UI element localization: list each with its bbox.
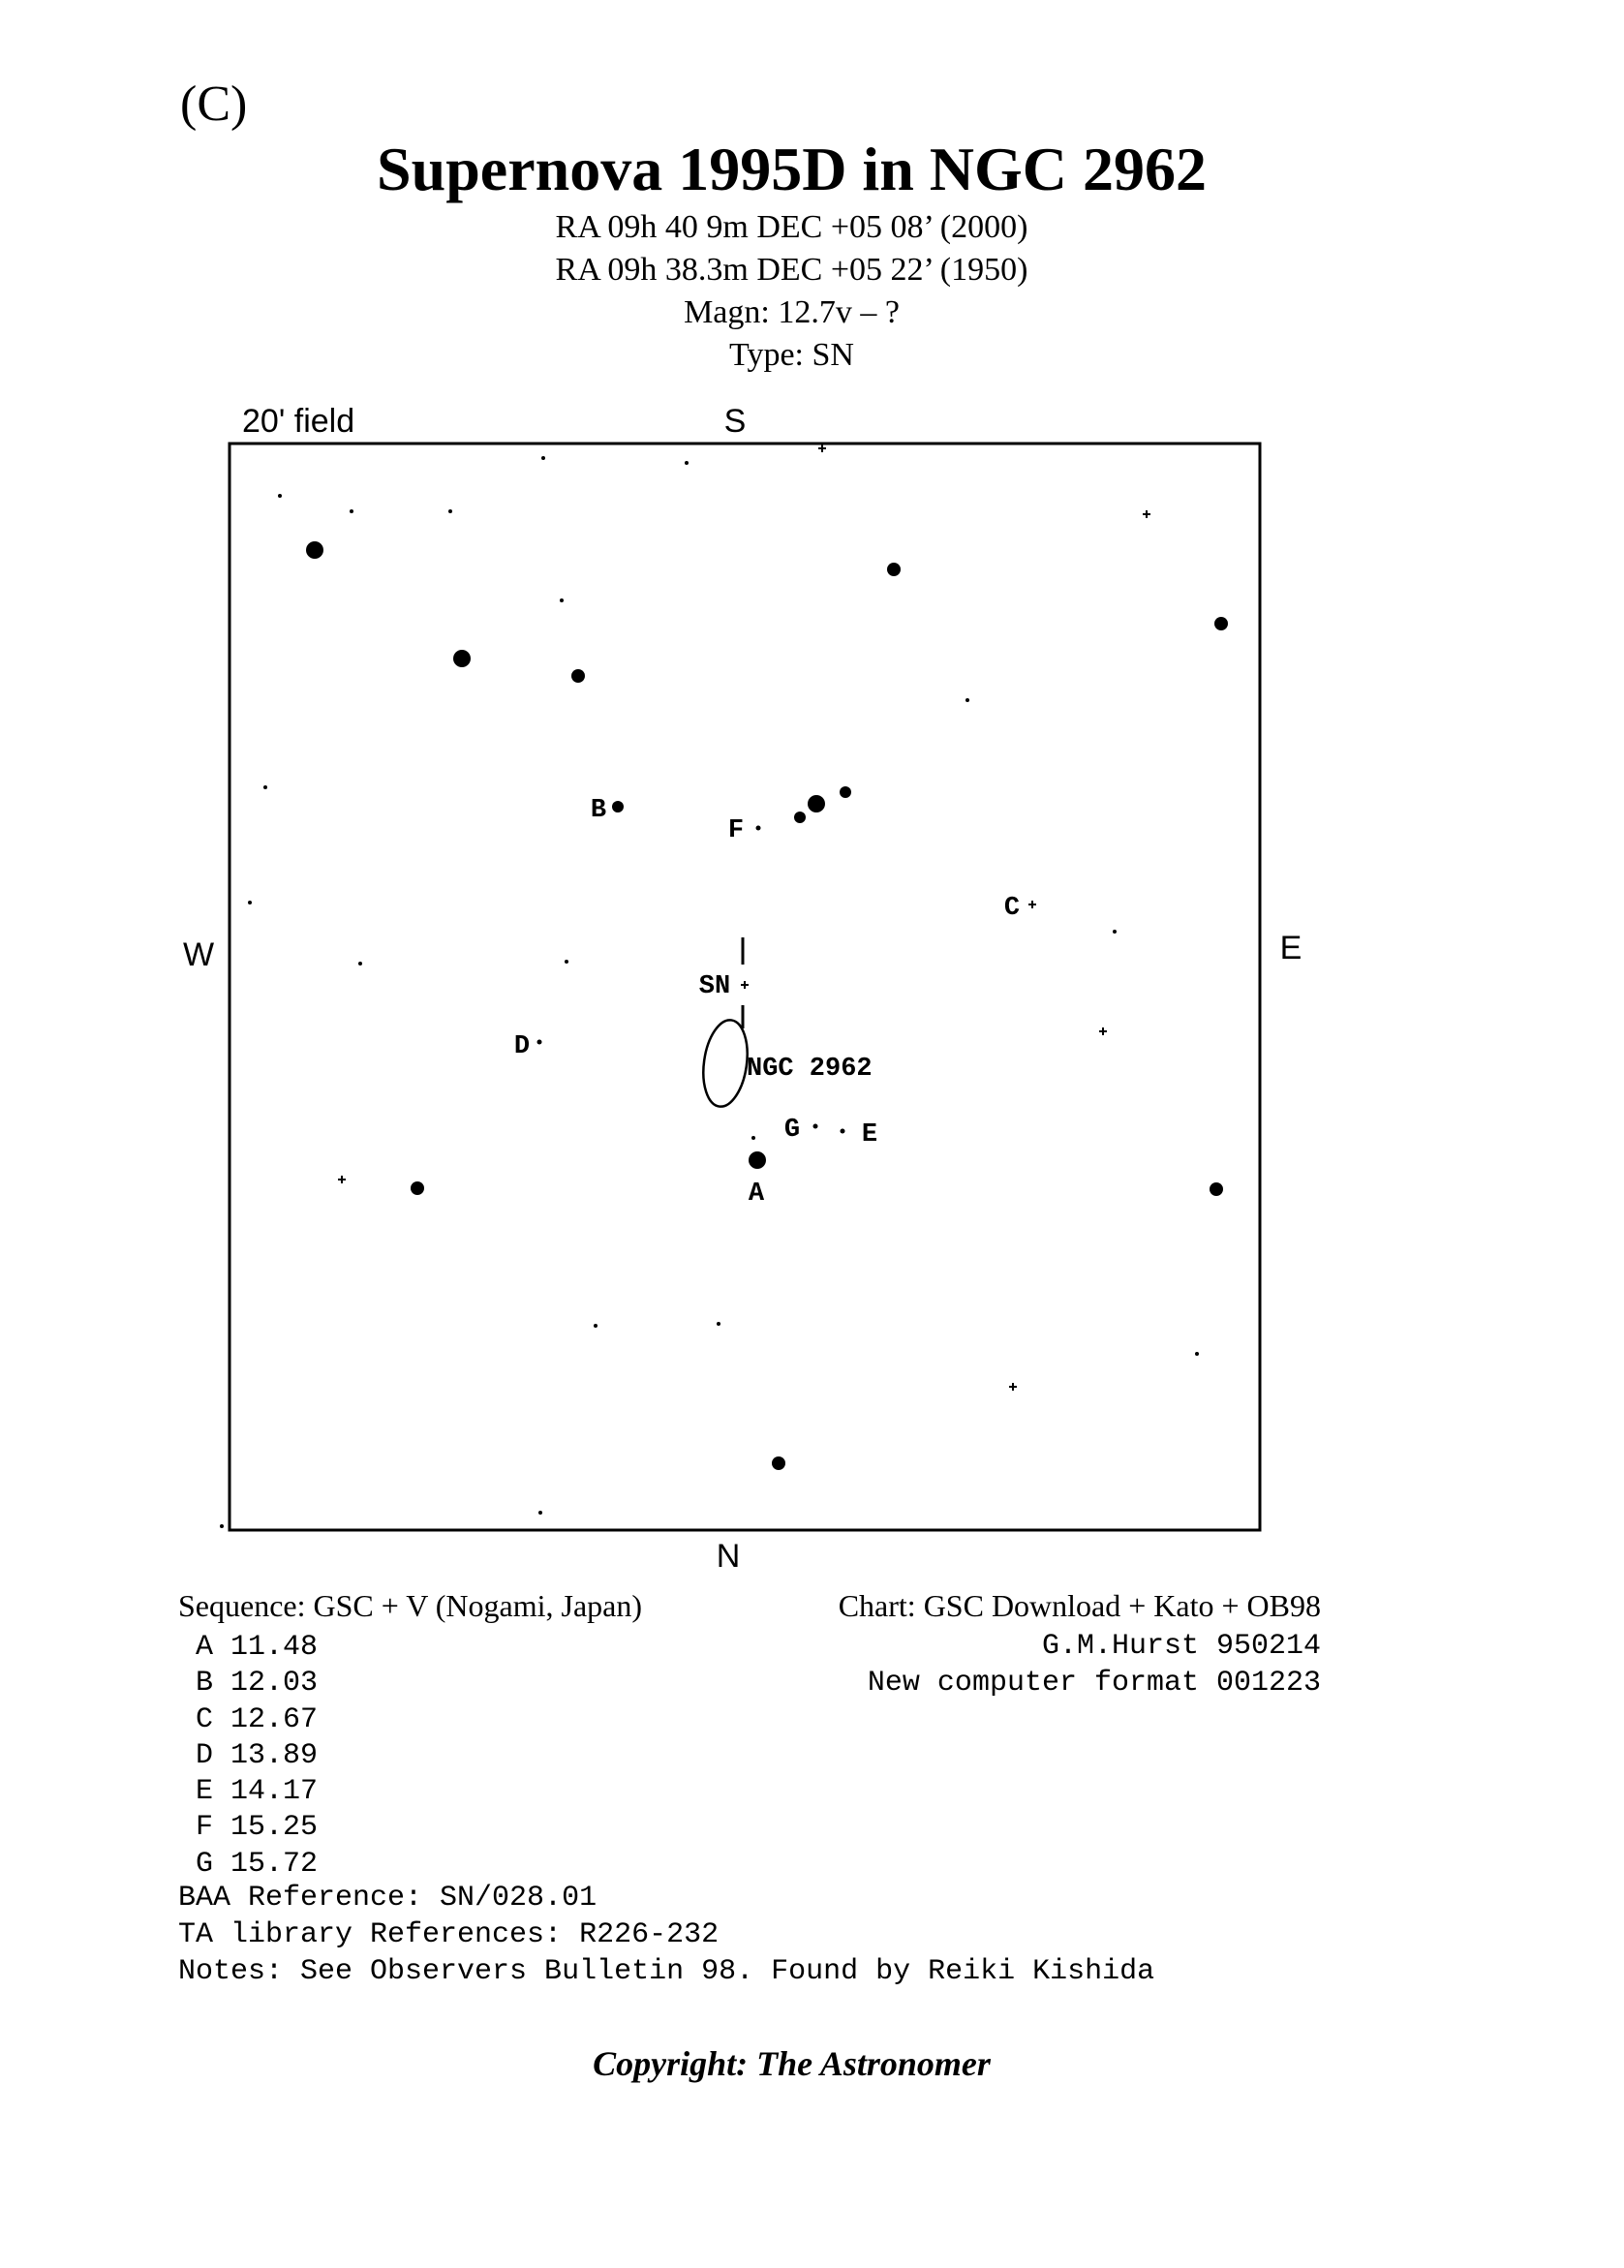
- magnitude-line: Magn: 12.7v – ?: [684, 294, 900, 330]
- star-f: [756, 826, 761, 831]
- sequence-star-label: G: [196, 1847, 214, 1881]
- direction-west: W: [182, 936, 215, 973]
- star: [794, 812, 806, 823]
- star: [541, 456, 545, 460]
- star: [1143, 510, 1150, 518]
- star: [453, 650, 471, 667]
- star: [685, 461, 689, 465]
- coordinates-1950: RA 09h 38.3m DEC +05 22’ (1950): [555, 252, 1028, 288]
- sequence-star-magnitude: 14.17: [230, 1775, 319, 1809]
- sequence-star-label: D: [196, 1738, 214, 1772]
- chart-source: Chart: GSC Download + Kato + OB98: [838, 1588, 1321, 1623]
- star-c: [1028, 901, 1036, 908]
- galaxy-outline: [698, 1017, 752, 1109]
- star-e: [841, 1129, 845, 1134]
- star-b: [612, 801, 624, 812]
- star: [717, 1322, 720, 1326]
- object-type-line: Type: SN: [729, 337, 854, 373]
- field-size-label: 20' field: [242, 403, 355, 440]
- star: [965, 698, 969, 702]
- direction-south: S: [723, 403, 747, 440]
- star: [751, 1136, 755, 1140]
- star: [338, 1176, 346, 1183]
- label-d: D: [513, 1032, 531, 1061]
- sequence-star-magnitude: 12.03: [230, 1667, 319, 1701]
- baa-reference: BAA Reference: SN/028.01: [178, 1882, 598, 1915]
- sequence-list: [196, 1630, 318, 1883]
- star: [594, 1324, 598, 1328]
- star-a: [749, 1151, 766, 1169]
- star-d: [537, 1040, 542, 1045]
- star: [1195, 1352, 1199, 1356]
- page-title: Supernova 1995D in NGC 2962: [377, 135, 1207, 203]
- label-g: G: [783, 1116, 801, 1145]
- label-b: B: [590, 796, 607, 825]
- star: [1113, 930, 1117, 934]
- sequence-star-magnitude: 15.72: [230, 1847, 319, 1881]
- star: [278, 494, 282, 498]
- chart-format: New computer format 001223: [867, 1667, 1321, 1700]
- star: [571, 669, 585, 683]
- sequence-star-label: A: [196, 1631, 214, 1664]
- sequence-star-magnitude: 15.25: [230, 1811, 319, 1845]
- star: [772, 1456, 785, 1470]
- sequence-star-label: B: [196, 1667, 214, 1701]
- star: [350, 509, 353, 513]
- panel-label: (C): [180, 77, 248, 132]
- direction-east: E: [1279, 930, 1302, 966]
- galaxy-label: NGC 2962: [747, 1055, 873, 1084]
- label-c: C: [1003, 894, 1021, 923]
- star: [306, 541, 323, 559]
- sequence-star-magnitude: 11.48: [230, 1631, 319, 1664]
- sequence-star-magnitude: 13.89: [230, 1738, 319, 1772]
- star: [1099, 1027, 1107, 1035]
- sn-label: SN: [698, 972, 731, 1001]
- star: [220, 1524, 224, 1528]
- star: [1009, 1383, 1017, 1391]
- label-e: E: [861, 1120, 878, 1149]
- sequence-item: [196, 1847, 318, 1883]
- sequence-item: [196, 1774, 318, 1810]
- sequence-item: [196, 1630, 318, 1666]
- sequence-item: [196, 1702, 318, 1738]
- sequence-star-label: F: [196, 1811, 214, 1845]
- star: [565, 960, 568, 964]
- sequence-item: [196, 1810, 318, 1846]
- coordinates-2000: RA 09h 40 9m DEC +05 08’ (2000): [555, 209, 1028, 245]
- star: [1210, 1182, 1223, 1196]
- star: [538, 1511, 542, 1515]
- star: [248, 901, 252, 904]
- star: [840, 786, 851, 798]
- sequence-star-magnitude: 12.67: [230, 1702, 319, 1736]
- label-f: F: [727, 816, 745, 845]
- sequence-star-label: C: [196, 1702, 214, 1736]
- sequence-item: [196, 1738, 318, 1774]
- star: [263, 785, 267, 789]
- star: [808, 795, 825, 812]
- sequence-item: [196, 1666, 318, 1701]
- star: [448, 509, 452, 513]
- label-a: A: [748, 1180, 765, 1209]
- star: [818, 444, 826, 452]
- sequence-heading: Sequence: GSC + V (Nogami, Japan): [178, 1588, 643, 1623]
- star: [1214, 617, 1228, 630]
- ta-library-references: TA library References: R226-232: [178, 1918, 720, 1951]
- star: [560, 598, 564, 602]
- copyright: Copyright: The Astronomer: [593, 2044, 991, 2083]
- star-g: [813, 1124, 818, 1129]
- direction-north: N: [716, 1538, 741, 1575]
- star: [358, 962, 362, 965]
- supernova-marker: [741, 981, 749, 989]
- notes: Notes: See Observers Bulletin 98. Found by Reiki Kishida: [178, 1955, 1155, 1988]
- star: [411, 1181, 424, 1195]
- chart-credit: G.M.Hurst 950214: [1041, 1630, 1321, 1663]
- sequence-star-label: E: [196, 1775, 214, 1809]
- star: [887, 563, 901, 576]
